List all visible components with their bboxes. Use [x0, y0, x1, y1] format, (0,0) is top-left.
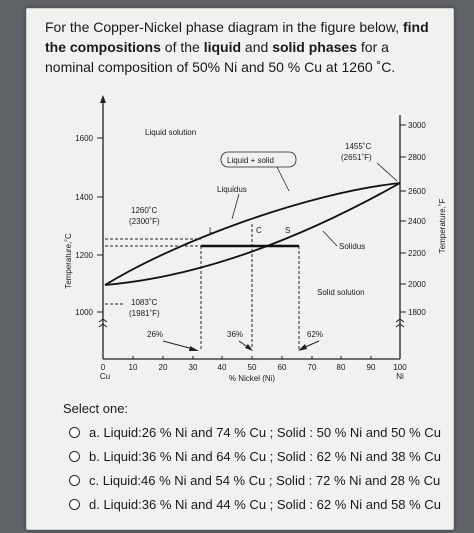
x-tick-90: 90	[366, 363, 376, 372]
right-tick-2200: 2200	[408, 249, 426, 258]
point-C: C	[256, 226, 262, 235]
x-tick-80: 80	[336, 363, 346, 372]
iso-c: 1260˚C	[131, 206, 158, 215]
liquidus-label: Liquidus	[217, 185, 247, 194]
question-part: and	[241, 39, 273, 55]
question-emphasis: solid phases	[272, 39, 357, 55]
select-one-label: Select one:	[63, 401, 129, 416]
right-tick-2800: 2800	[408, 153, 426, 162]
point-L: L	[209, 226, 214, 235]
comp-C: 36%	[227, 330, 244, 339]
left-tick-1200: 1200	[75, 251, 93, 260]
arrow-L	[163, 341, 193, 349]
answer-options	[69, 421, 441, 517]
ni-melt-f: (2651˚F)	[341, 153, 372, 162]
question-card	[26, 8, 454, 530]
right-tick-2400: 2400	[408, 217, 426, 226]
y-right-label: Temperature,˚F	[438, 198, 447, 254]
x-tick-70: 70	[307, 363, 317, 372]
option-c[interactable]	[69, 469, 441, 491]
question-emphasis: liquid	[203, 39, 242, 55]
ni-melt-c: 1455˚C	[345, 142, 372, 151]
question-part: of the	[160, 39, 204, 55]
liquid-plus-solid-label: Liquid + solid	[227, 156, 274, 165]
x-tick-60: 60	[277, 363, 287, 372]
phase-diagram	[27, 91, 453, 391]
option-label: c. Liquid:46 % Ni and 54 % Cu ; Solid : 72 % Ni and 28 % Cu	[89, 472, 441, 488]
question-text	[45, 17, 441, 77]
x-tick-50: 50	[247, 363, 257, 372]
x-tick-30: 30	[188, 363, 198, 372]
radio-button[interactable]	[69, 499, 80, 510]
left-tick-1600: 1600	[75, 134, 93, 143]
point-S: S	[285, 226, 291, 235]
option-label: d. Liquid:36 % Ni and 44 % Cu ; Solid : 62 % Ni and 58 % Cu	[89, 496, 441, 512]
iso-f: (2300˚F)	[129, 217, 160, 226]
x-tick-10: 10	[128, 363, 138, 372]
cu-melt-f: (1981˚F)	[129, 309, 160, 318]
x-end-ni: Ni	[396, 372, 404, 381]
right-tick-3000: 3000	[408, 121, 426, 130]
right-tick-1800: 1800	[408, 308, 426, 317]
option-label: b. Liquid:36 % Ni and 64 % Cu ; Solid : 62 % Ni and 38 % Cu	[89, 448, 441, 464]
option-b[interactable]	[69, 445, 441, 467]
question-part: For the Copper-Nickel phase diagram in the figure below,	[45, 19, 403, 35]
radio-button[interactable]	[69, 475, 80, 486]
x-tick-0: 0	[100, 363, 106, 372]
x-end-cu: Cu	[99, 372, 111, 381]
option-a[interactable]	[69, 421, 441, 443]
right-tick-2600: 2600	[408, 187, 426, 196]
question-part: for a nominal composition of 50% Ni and 50 % Cu at 1260 ˚C.	[45, 39, 396, 75]
x-tick-40: 40	[217, 363, 227, 372]
comp-L: 26%	[147, 330, 164, 339]
solid-solution-label: Solid solution	[317, 288, 365, 297]
x-tick-100: 100	[393, 363, 407, 372]
left-tick-1400: 1400	[75, 193, 93, 202]
question-emphasis: find the compositions	[45, 19, 429, 55]
cu-melt-c: 1083˚C	[131, 298, 158, 307]
left-axis-arrow	[100, 95, 106, 103]
y-left-label: Temperature,˚C	[64, 233, 73, 289]
x-tick-20: 20	[158, 363, 168, 372]
right-tick-2000: 2000	[408, 280, 426, 289]
radio-button[interactable]	[69, 451, 80, 462]
left-tick-1000: 1000	[75, 308, 93, 317]
liquid-solution-label: Liquid solution	[145, 128, 197, 137]
comp-S: 62%	[307, 330, 324, 339]
x-axis-label: % Nickel (Ni)	[228, 374, 276, 383]
option-d[interactable]	[69, 493, 441, 515]
option-label: a. Liquid:26 % Ni and 74 % Cu ; Solid : 50 % Ni and 50 % Cu	[89, 424, 441, 440]
radio-button[interactable]	[69, 427, 80, 438]
solidus-label: Solidus	[339, 242, 366, 251]
